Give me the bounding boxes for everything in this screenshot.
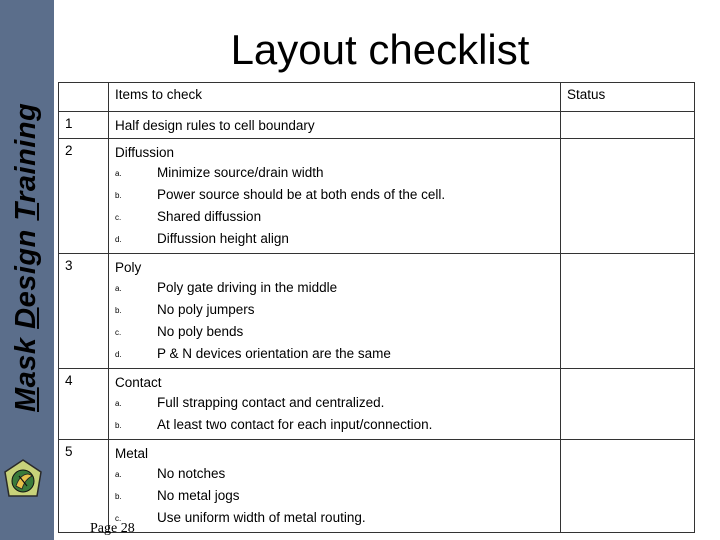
sub-item — [115, 300, 554, 322]
checklist-table — [58, 82, 695, 533]
sub-item-text: Power source should be at both ends of the cell. — [157, 187, 446, 202]
row-item-label: Diffussion — [115, 145, 175, 160]
row-status-cell — [561, 254, 695, 369]
sub-item-letter: b. — [115, 191, 122, 200]
table-row — [59, 112, 695, 139]
row-item-label: Contact — [115, 375, 162, 390]
sub-item-text: No poly jumpers — [157, 302, 255, 317]
sidebar-title-letter-m: M — [10, 387, 42, 412]
row-number: 4 — [59, 369, 109, 440]
sidebar-title-part-ask: ask — [10, 328, 42, 388]
sub-item-letter: b. — [115, 421, 122, 430]
table-row — [59, 254, 695, 369]
row-status-cell — [561, 440, 695, 533]
sub-item-letter: c. — [115, 514, 122, 523]
sub-item-text: No poly bends — [157, 324, 244, 339]
row-item-cell — [109, 369, 561, 440]
sub-item-letter: c. — [115, 328, 122, 337]
header-number-cell — [59, 83, 109, 112]
sidebar-title-part-raining: raining — [10, 102, 42, 203]
sub-item — [115, 464, 554, 486]
sidebar-title — [6, 103, 46, 412]
row-number: 3 — [59, 254, 109, 369]
sub-item — [115, 322, 554, 344]
row-number: 1 — [59, 112, 109, 139]
sub-item-letter: a. — [115, 399, 122, 408]
table-header-row — [59, 83, 695, 112]
sub-item-text: Diffussion height align — [157, 231, 289, 246]
sub-item — [115, 508, 554, 530]
sub-item-letter: c. — [115, 213, 122, 222]
row-number: 5 — [59, 440, 109, 533]
header-items-cell: Items to check — [109, 83, 561, 112]
sub-item-letter: d. — [115, 350, 122, 359]
sidebar-title-letter-d: D — [10, 307, 42, 329]
page-number: Page 28 — [90, 521, 135, 536]
sub-item — [115, 229, 554, 251]
sidebar-band — [0, 0, 54, 540]
sub-item-letter: a. — [115, 169, 122, 178]
sub-item-text: Use uniform width of metal routing. — [157, 510, 366, 525]
sub-item — [115, 486, 554, 508]
sub-item — [115, 415, 554, 437]
sub-item-letter: a. — [115, 284, 122, 293]
row-status-cell — [561, 369, 695, 440]
header-status-cell: Status — [561, 83, 695, 112]
row-item-cell — [109, 112, 561, 139]
leaf-badge-icon — [2, 458, 44, 500]
sub-item — [115, 278, 554, 300]
sub-item-letter: d. — [115, 235, 122, 244]
sub-item-text: Shared diffussion — [157, 209, 262, 224]
row-number: 2 — [59, 139, 109, 254]
sub-item — [115, 163, 554, 185]
sub-item-letter: b. — [115, 492, 122, 501]
row-item-label: Metal — [115, 446, 149, 461]
row-item-label: Half design rules to cell boundary — [115, 118, 315, 133]
table-row — [59, 369, 695, 440]
sub-item-letter: a. — [115, 470, 122, 479]
sub-item — [115, 185, 554, 207]
sub-item — [115, 344, 554, 366]
row-item-cell — [109, 254, 561, 369]
sidebar-title-part-esign: esign — [10, 220, 42, 308]
page-title: Layout checklist — [230, 26, 530, 73]
sub-item-text: Minimize source/drain width — [157, 165, 324, 180]
table-row — [59, 440, 695, 533]
sub-item-text: Poly gate driving in the middle — [157, 280, 338, 295]
row-item-cell — [109, 139, 561, 254]
sub-item-text: No metal jogs — [157, 488, 240, 503]
row-status-cell — [561, 139, 695, 254]
row-status-cell — [561, 112, 695, 139]
table-row — [59, 139, 695, 254]
sub-item — [115, 207, 554, 229]
row-item-cell — [109, 440, 561, 533]
sidebar-title-letter-t: T — [10, 202, 42, 221]
sub-item-text: Full strapping contact and centralized. — [157, 395, 385, 410]
sub-item-text: No notches — [157, 466, 226, 481]
sub-item-text: At least two contact for each input/connection. — [157, 417, 433, 432]
sub-item — [115, 393, 554, 415]
row-item-label: Poly — [115, 260, 142, 275]
sub-item-letter: b. — [115, 306, 122, 315]
sub-item-text: P & N devices orientation are the same — [157, 346, 391, 361]
